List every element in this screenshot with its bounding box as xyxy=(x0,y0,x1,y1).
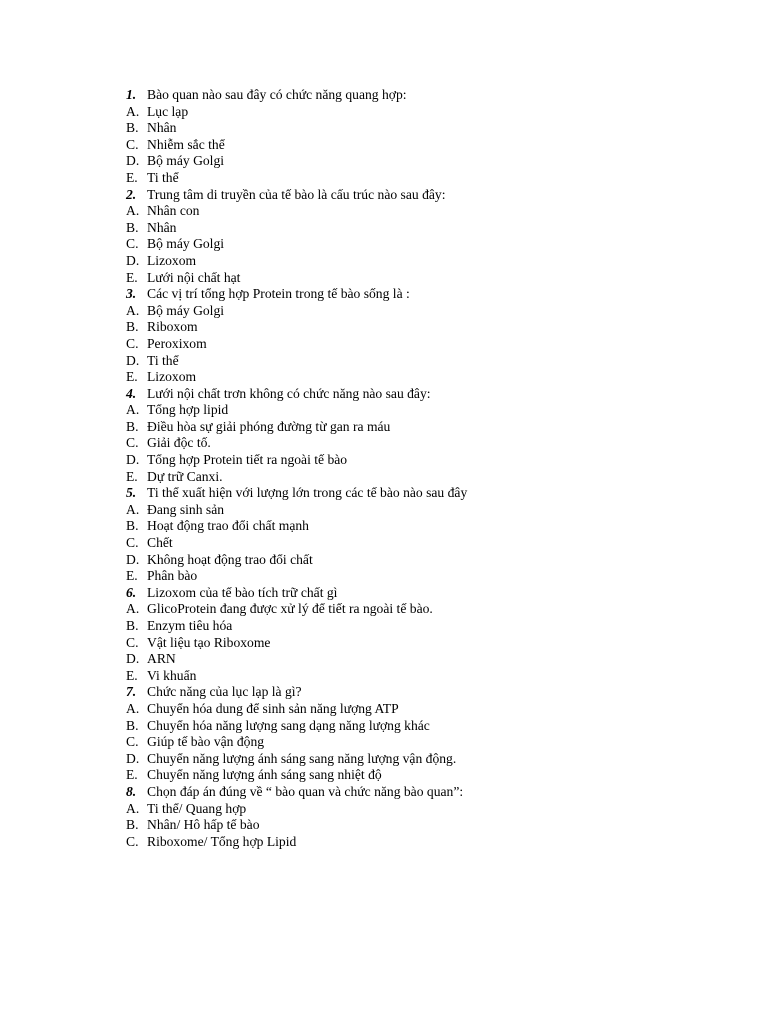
option-text: Lục lạp xyxy=(147,103,189,119)
question-number: 5. xyxy=(126,485,137,501)
option-text: Vật liệu tạo Riboxome xyxy=(147,634,271,650)
question-text: Các vị trí tổng hợp Protein trong tế bào sống là : xyxy=(147,286,410,302)
option-text: Hoạt động trao đổi chất mạnh xyxy=(147,518,309,534)
question-number: 3. xyxy=(126,286,137,302)
option-label: E. xyxy=(126,269,138,285)
answer-option xyxy=(126,718,726,735)
option-text: Nhân xyxy=(147,219,177,235)
option-label: C. xyxy=(126,236,139,252)
answer-option xyxy=(126,203,726,220)
answer-option xyxy=(126,220,726,237)
option-text: Lizoxom xyxy=(147,369,197,385)
answer-option xyxy=(126,170,726,187)
answer-option xyxy=(126,469,726,486)
question-text: Lưới nội chất trơn không có chức năng nào sau đây: xyxy=(147,385,431,401)
option-label: A. xyxy=(126,700,140,716)
option-text: Nhân xyxy=(147,120,177,136)
option-label: B. xyxy=(126,319,139,335)
option-label: C. xyxy=(126,833,139,849)
option-label: D. xyxy=(126,452,140,468)
option-text: Chết xyxy=(147,535,173,551)
option-label: A. xyxy=(126,501,140,517)
answer-option xyxy=(126,618,726,635)
option-text: Phân bào xyxy=(147,568,198,584)
option-label: D. xyxy=(126,750,140,766)
option-label: B. xyxy=(126,717,139,733)
question-2 xyxy=(126,187,726,204)
question-8 xyxy=(126,784,726,801)
answer-option xyxy=(126,336,726,353)
option-text: Lizoxom xyxy=(147,252,197,268)
option-text: Chuyển hóa năng lượng sang dạng năng lượng khác xyxy=(147,717,430,733)
option-text: Ti thể xyxy=(147,352,179,368)
option-label: E. xyxy=(126,568,138,584)
option-text: GlicoProtein đang được xử lý để tiết ra ngoài tế bào. xyxy=(147,601,433,617)
answer-option xyxy=(126,502,726,519)
question-list xyxy=(126,87,726,850)
question-number: 8. xyxy=(126,783,137,799)
answer-option xyxy=(126,601,726,618)
answer-option xyxy=(126,253,726,270)
option-label: A. xyxy=(126,103,140,119)
option-label: C. xyxy=(126,435,139,451)
option-label: B. xyxy=(126,120,139,136)
option-text: Tổng hợp Protein tiết ra ngoài tế bào xyxy=(147,452,348,468)
option-text: Chuyển hóa dung để sinh sản năng lượng ATP xyxy=(147,700,399,716)
option-text: Điều hòa sự giải phóng đường từ gan ra máu xyxy=(147,418,391,434)
option-text: Nhiễm sắc thể xyxy=(147,136,225,152)
question-3 xyxy=(126,286,726,303)
option-text: ARN xyxy=(147,651,176,667)
option-label: B. xyxy=(126,219,139,235)
option-text: Ti thể/ Quang hợp xyxy=(147,800,247,816)
option-text: Dự trữ Canxi. xyxy=(147,468,223,484)
answer-option xyxy=(126,834,726,851)
answer-option xyxy=(126,319,726,336)
option-text: Bộ máy Golgi xyxy=(147,302,225,318)
option-label: A. xyxy=(126,302,140,318)
answer-option xyxy=(126,734,726,751)
option-text: Bộ máy Golgi xyxy=(147,236,225,252)
option-text: Enzym tiêu hóa xyxy=(147,618,233,633)
option-label: C. xyxy=(126,335,139,351)
question-text: Chọn đáp án đúng về “ bào quan và chức năng bào quan”: xyxy=(147,783,464,799)
option-label: E. xyxy=(126,767,138,783)
option-label: C. xyxy=(126,734,139,750)
option-label: D. xyxy=(126,252,140,268)
answer-option xyxy=(126,552,726,569)
option-label: A. xyxy=(126,800,140,816)
question-number: 1. xyxy=(126,87,137,102)
option-text: Vi khuẩn xyxy=(147,667,197,683)
question-text: Trung tâm di truyền của tế bào là cấu trúc nào sau đây: xyxy=(147,186,446,202)
answer-option xyxy=(126,369,726,386)
question-number: 4. xyxy=(126,385,137,401)
question-text: Bào quan nào sau đây có chức năng quang hợp: xyxy=(147,87,407,102)
option-text: Giúp tế bào vận động xyxy=(147,734,265,750)
answer-option xyxy=(126,452,726,469)
option-label: C. xyxy=(126,136,139,152)
option-text: Nhân con xyxy=(147,203,200,219)
answer-option xyxy=(126,270,726,287)
option-text: Chuyển năng lượng ánh sáng sang nhiệt độ xyxy=(147,767,382,783)
answer-option xyxy=(126,635,726,652)
answer-option xyxy=(126,751,726,768)
answer-option xyxy=(126,435,726,452)
answer-option xyxy=(126,701,726,718)
option-label: B. xyxy=(126,518,139,534)
answer-option xyxy=(126,402,726,419)
answer-option xyxy=(126,801,726,818)
option-label: D. xyxy=(126,153,140,169)
option-label: C. xyxy=(126,535,139,551)
option-text: Không hoạt động trao đổi chất xyxy=(147,551,313,567)
answer-option xyxy=(126,303,726,320)
option-text: Nhân/ Hô hấp tế bào xyxy=(147,817,260,833)
option-text: Bộ máy Golgi xyxy=(147,153,225,169)
option-text: Peroxixom xyxy=(147,335,207,351)
option-text: Chuyển năng lượng ánh sáng sang năng lượng vận động. xyxy=(147,750,457,766)
option-text: Riboxome/ Tổng hợp Lipid xyxy=(147,833,297,849)
option-label: D. xyxy=(126,651,140,667)
option-text: Giải độc tố. xyxy=(147,435,211,451)
answer-option xyxy=(126,137,726,154)
option-label: A. xyxy=(126,402,140,418)
option-label: A. xyxy=(126,203,140,219)
option-label: D. xyxy=(126,352,140,368)
answer-option xyxy=(126,153,726,170)
question-text: Lizoxom của tế bào tích trữ chất gì xyxy=(147,584,338,600)
option-text: Ti thể xyxy=(147,169,179,185)
option-text: Tổng hợp lipid xyxy=(147,402,229,418)
option-label: E. xyxy=(126,169,138,185)
question-number: 7. xyxy=(126,684,137,700)
answer-option xyxy=(126,651,726,668)
option-label: E. xyxy=(126,369,138,385)
question-5 xyxy=(126,485,726,502)
question-4 xyxy=(126,386,726,403)
option-text: Lưới nội chất hạt xyxy=(147,269,241,285)
answer-option xyxy=(126,518,726,535)
option-text: Đang sinh sản xyxy=(147,501,225,517)
option-text: Riboxom xyxy=(147,319,198,335)
option-label: B. xyxy=(126,618,139,633)
answer-option xyxy=(126,120,726,137)
answer-option xyxy=(126,568,726,585)
answer-option xyxy=(126,419,726,436)
question-6 xyxy=(126,585,726,602)
answer-option xyxy=(126,104,726,121)
answer-option xyxy=(126,353,726,370)
question-1 xyxy=(126,87,726,104)
option-label: B. xyxy=(126,418,139,434)
question-number: 6. xyxy=(126,584,137,600)
question-text: Ti thể xuất hiện với lượng lớn trong các tế bào nào sau đây xyxy=(147,485,468,501)
answer-option xyxy=(126,817,726,834)
answer-option xyxy=(126,767,726,784)
option-label: A. xyxy=(126,601,140,617)
option-label: B. xyxy=(126,817,139,833)
option-label: D. xyxy=(126,551,140,567)
question-text: Chức năng của lục lạp là gì? xyxy=(147,684,302,700)
answer-option xyxy=(126,668,726,685)
option-label: C. xyxy=(126,634,139,650)
option-label: E. xyxy=(126,468,138,484)
answer-option xyxy=(126,535,726,552)
option-label: E. xyxy=(126,667,138,683)
answer-option xyxy=(126,236,726,253)
question-number: 2. xyxy=(126,186,137,202)
question-7 xyxy=(126,684,726,701)
